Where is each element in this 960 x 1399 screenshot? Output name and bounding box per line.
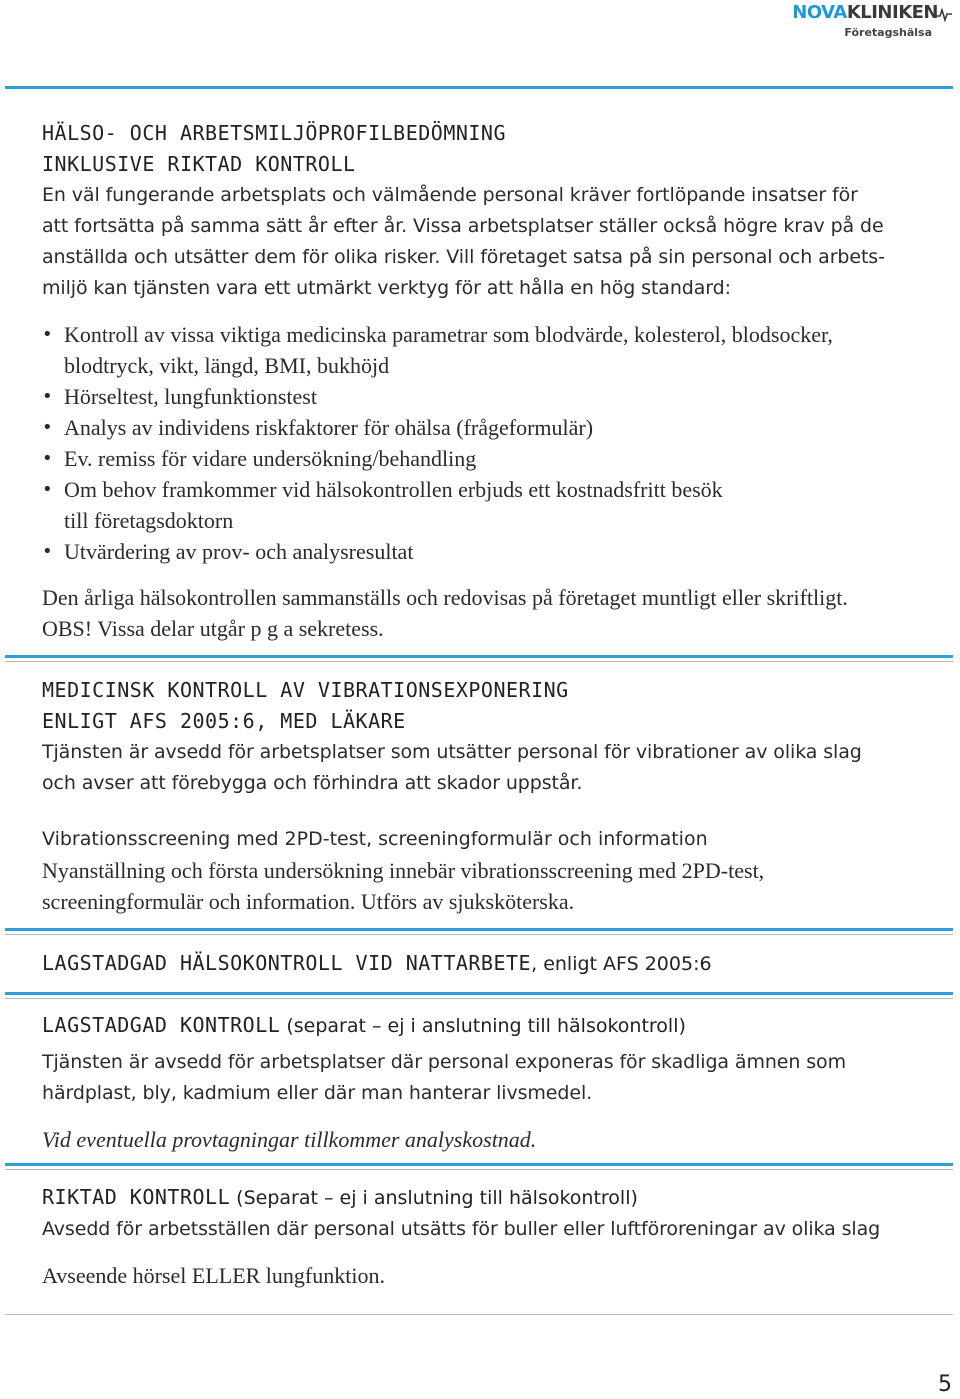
logo-wordmark bbox=[792, 2, 938, 23]
section-targeted-control bbox=[42, 1182, 937, 1291]
section-title-line2: INKLUSIVE RIKTAD KONTROLL bbox=[42, 152, 356, 176]
section-title-caps: LAGSTADGAD HÄLSOKONTROLL VID NATTARBETE bbox=[42, 951, 532, 975]
list-item-line: • Kontroll av vissa viktiga medicinska parametrar som blodvärde, kolesterol, blodsocker, bbox=[64, 322, 833, 347]
page-number: 5 bbox=[938, 1372, 952, 1397]
logo-kliniken-text: KLINIKEN bbox=[846, 2, 938, 23]
section-vibration bbox=[42, 675, 937, 917]
subheading: Vibrationsscreening med 2PD-test, screeningformulär och information bbox=[42, 828, 708, 850]
pulse-icon bbox=[936, 6, 952, 22]
list-item-line: • Om behov framkommer vid hälsokontrollen erbjuds ett kostnadsfritt besök bbox=[64, 477, 723, 502]
list-item bbox=[42, 536, 937, 567]
section-title-suffix: , enligt AFS 2005:6 bbox=[531, 953, 712, 975]
section-title bbox=[42, 1010, 937, 1042]
list-item-line: • Utvärdering av prov- och analysresultat bbox=[64, 539, 414, 564]
closing-note: OBS! Vissa delar utgår p g a sekretess. bbox=[42, 616, 384, 641]
list-item-line: • Analys av individens riskfaktorer för ohälsa (frågeformulär) bbox=[64, 415, 594, 440]
section-night-work bbox=[42, 948, 937, 980]
section-divider bbox=[5, 655, 953, 662]
section-title-suffix: (separat – ej i anslutning till hälsokontroll) bbox=[280, 1015, 686, 1037]
section-title bbox=[42, 1182, 937, 1214]
intro-line: En väl fungerande arbetsplats och välmående personal kräver fortlöpande insatser för bbox=[42, 184, 858, 206]
body-line: Avseende hörsel ELLER lungfunktion. bbox=[42, 1263, 385, 1288]
list-item bbox=[42, 443, 937, 474]
section-title: HÄLSO- OCH ARBETSMILJÖPROFILBEDÖMNING bbox=[42, 121, 507, 145]
list-item-line: till företagsdoktorn bbox=[64, 508, 234, 533]
logo-nova-text: NOVA bbox=[792, 2, 847, 23]
section-title-caps: LAGSTADGAD KONTROLL bbox=[42, 1013, 281, 1037]
list-item-line: • Hörseltest, lungfunktionstest bbox=[64, 384, 317, 409]
cost-note: Vid eventuella provtagningar tillkommer analyskostnad. bbox=[42, 1127, 537, 1152]
intro-line: miljö kan tjänsten vara ett utmärkt verktyg för att hålla en hög standard: bbox=[42, 277, 731, 299]
intro-line: Tjänsten är avsedd för arbetsplatser som utsätter personal för vibrationer av olika slag bbox=[42, 741, 862, 763]
body-line: härdplast, bly, kadmium eller där man hanterar livsmedel. bbox=[42, 1082, 593, 1104]
section-title-caps: RIKTAD KONTROLL bbox=[42, 1185, 231, 1209]
list-item bbox=[42, 474, 937, 536]
closing-text: Den årliga hälsokontrollen sammanställs och redovisas på företaget muntligt eller skriftligt. bbox=[42, 585, 848, 610]
section-divider bbox=[5, 928, 953, 935]
section-title bbox=[42, 948, 937, 980]
list-item bbox=[42, 412, 937, 443]
body-line: Nyanställning och första undersökning innebär vibrationsscreening med 2PD-test, bbox=[42, 858, 765, 883]
body-line: Avsedd för arbetsställen där personal utsätts för buller eller luftföroreningar av olika slag bbox=[42, 1218, 881, 1240]
list-item-line: • Ev. remiss för vidare undersökning/behandling bbox=[64, 446, 477, 471]
logo-subtitle: Företagshälsa bbox=[844, 26, 932, 39]
body-line: screeningformulär och information. Utförs av sjuksköterska. bbox=[42, 889, 575, 914]
section-statutory-control bbox=[42, 1010, 937, 1155]
list-item bbox=[42, 319, 937, 381]
intro-line: och avser att förebygga och förhindra att skador uppstår. bbox=[42, 772, 583, 794]
section-title-line2: ENLIGT AFS 2005:6, MED LÄKARE bbox=[42, 709, 406, 733]
top-divider bbox=[5, 86, 953, 89]
bottom-divider bbox=[5, 1314, 953, 1315]
section-title: MEDICINSK KONTROLL AV VIBRATIONSEXPONERING bbox=[42, 678, 569, 702]
section-health-profile bbox=[42, 118, 937, 644]
list-item-line: blodtryck, vikt, längd, BMI, bukhöjd bbox=[64, 353, 390, 378]
section-title-suffix: (Separat – ej i anslutning till hälsokontroll) bbox=[230, 1187, 638, 1209]
section-divider bbox=[5, 992, 953, 999]
list-item bbox=[42, 381, 937, 412]
intro-line: anställda och utsätter dem för olika risker. Vill företaget satsa på sin personal och arbets- bbox=[42, 246, 885, 268]
intro-line: att fortsätta på samma sätt år efter år. Vissa arbetsplatser ställer också högre krav på de bbox=[42, 215, 884, 237]
body-line: Tjänsten är avsedd för arbetsplatser där personal exponeras för skadliga ämnen som bbox=[42, 1051, 846, 1073]
service-list bbox=[42, 319, 937, 567]
section-divider bbox=[5, 1163, 953, 1170]
novakliniken-logo bbox=[792, 2, 952, 42]
